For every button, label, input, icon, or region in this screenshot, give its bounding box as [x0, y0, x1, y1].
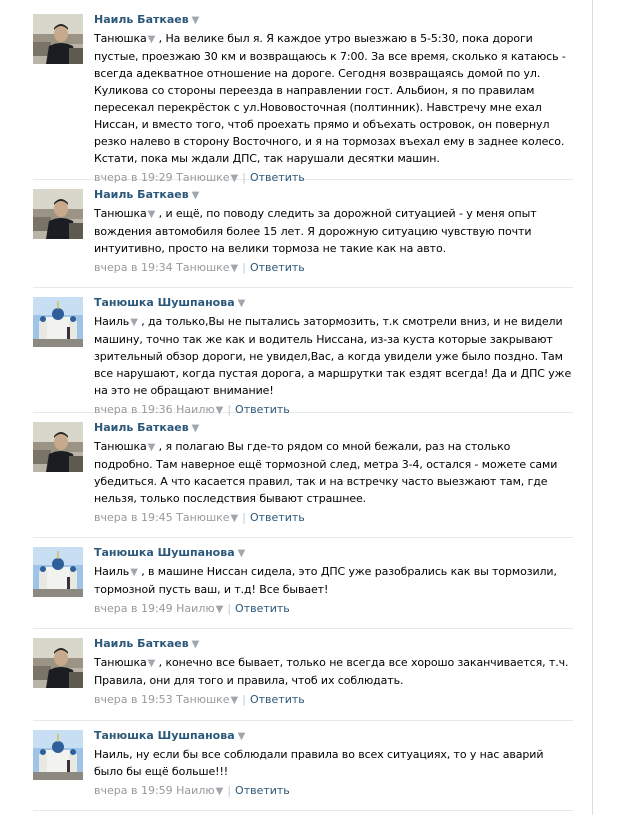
timestamp[interactable]: вчера в 19:53	[94, 693, 173, 706]
author-row	[94, 547, 572, 563]
reply-to-name[interactable]: Танюшке	[176, 511, 230, 524]
comment-body	[94, 547, 572, 617]
separator: |	[242, 171, 246, 184]
author-menu-icon[interactable]: ▼	[191, 639, 200, 650]
comment-text	[94, 563, 572, 598]
reply-link[interactable]: Ответить	[249, 693, 305, 706]
comment	[33, 638, 573, 721]
message-text: , конечно все бывает, только не всегда все хорошо заканчивается, т.ч. Правила, они для того и правила, чтоб их соблюдать.	[94, 656, 569, 687]
author-menu-icon[interactable]: ▼	[237, 731, 246, 742]
author-name[interactable]: Наиль Баткаев	[94, 13, 189, 26]
comment	[33, 13, 573, 184]
comment	[33, 730, 573, 811]
reply-to-menu-icon[interactable]: ▼	[230, 173, 239, 184]
comment-body	[94, 297, 572, 418]
reply-to-menu-icon[interactable]: ▼	[215, 604, 224, 615]
comment-meta	[94, 602, 572, 617]
author-menu-icon[interactable]: ▼	[237, 298, 246, 309]
timestamp[interactable]: вчера в 19:45	[94, 511, 173, 524]
reply-to-name[interactable]: Танюшке	[176, 171, 230, 184]
comment-meta	[94, 261, 572, 276]
author-menu-icon[interactable]: ▼	[191, 190, 200, 201]
addressee-name[interactable]: Танюшка	[94, 32, 147, 45]
comment	[33, 296, 573, 416]
avatar[interactable]	[33, 547, 83, 597]
message-text: , да только,Вы не пытались затормозить, т.к смотрели вниз, и не видели машину, точно так же как и водитель Ниссана, из-за куста которые закрывают зрительный обзор дороги, не увидел,Вас, а когда увидели уже было поздно. Там все нарушают, когда пустая дорога, а маршрутки так ездят всегда! Да и ДПС уже на это не обращают внимание!	[94, 315, 572, 397]
comment-body	[94, 422, 572, 526]
reply-link[interactable]: Ответить	[249, 261, 305, 274]
comment-meta	[94, 693, 572, 708]
author-name[interactable]: Наиль Баткаев	[94, 188, 189, 201]
addressee-mention[interactable]	[94, 32, 155, 45]
comment-text	[94, 30, 572, 167]
timestamp[interactable]: вчера в 19:36	[94, 403, 173, 416]
addressee-mention[interactable]	[94, 207, 155, 220]
reply-link[interactable]: Ответить	[235, 784, 290, 797]
reply-to-menu-icon[interactable]: ▼	[215, 786, 224, 797]
addressee-menu-icon[interactable]: ▼	[147, 209, 156, 220]
separator: |	[242, 511, 246, 524]
author-row	[94, 730, 572, 746]
addressee-menu-icon[interactable]: ▼	[147, 442, 156, 453]
author-name[interactable]: Наиль Баткаев	[94, 637, 189, 650]
timestamp[interactable]: вчера в 19:59	[94, 784, 173, 797]
addressee-mention[interactable]	[94, 656, 155, 669]
timestamp[interactable]: вчера в 19:34	[94, 261, 173, 274]
author-menu-icon[interactable]: ▼	[191, 423, 200, 434]
separator: |	[227, 403, 232, 416]
comment-text	[94, 654, 572, 689]
timestamp[interactable]: вчера в 19:49	[94, 602, 173, 615]
addressee-mention[interactable]	[94, 565, 138, 578]
timestamp[interactable]: вчера в 19:29	[94, 171, 173, 184]
reply-link[interactable]: Ответить	[249, 171, 305, 184]
reply-to-name[interactable]: Наилю	[176, 403, 215, 416]
comment-meta	[94, 511, 572, 526]
addressee-menu-icon[interactable]: ▼	[147, 658, 156, 669]
addressee-name[interactable]: Танюшка	[94, 440, 147, 453]
addressee-name[interactable]: Танюшка	[94, 656, 147, 669]
reply-link[interactable]: Ответить	[235, 403, 290, 416]
reply-link[interactable]: Ответить	[235, 602, 290, 615]
addressee-name[interactable]: Танюшка	[94, 207, 147, 220]
comment	[33, 547, 573, 629]
author-row	[94, 297, 572, 313]
addressee-mention[interactable]	[94, 440, 155, 453]
avatar[interactable]	[33, 730, 83, 780]
addressee-menu-icon[interactable]: ▼	[147, 34, 156, 45]
author-row	[94, 422, 572, 438]
reply-to-menu-icon[interactable]: ▼	[230, 695, 239, 706]
comment	[33, 189, 573, 288]
separator: |	[242, 693, 246, 706]
addressee-mention[interactable]	[94, 315, 138, 328]
reply-to-name[interactable]: Танюшке	[176, 261, 230, 274]
addressee-name[interactable]: Наиль	[94, 315, 130, 328]
comment-meta	[94, 784, 572, 799]
comment-body	[94, 189, 572, 276]
page-right-border	[592, 0, 593, 815]
avatar[interactable]	[33, 638, 83, 688]
comment-meta	[94, 403, 572, 418]
separator: |	[242, 261, 246, 274]
addressee-name[interactable]: Наиль	[94, 565, 130, 578]
message-text: , я полагаю Вы где-то рядом со мной бежали, раз на столько подробно. Там наверное ещё тормозной след, метра 3-4, остался - можете сами убедиться. А что касается правил, так и на встречку часто выезжают там, где нельзя, только последствия бывают страшнее.	[94, 440, 558, 505]
reply-to-name[interactable]: Наилю	[176, 602, 215, 615]
author-name[interactable]: Танюшка Шушпанова	[94, 546, 235, 559]
comment-text	[94, 313, 572, 399]
comment-body	[94, 638, 572, 708]
message-text: , и ещё, по поводу следить за дорожной ситуацией - у меня опыт вождения автомобиля более 15 лет. Я дорожную ситуацию чувствую почти интуитивно, просто на велики тормоза не такие как на авто.	[94, 207, 537, 255]
comment-body	[94, 14, 572, 186]
comment-text	[94, 438, 572, 507]
author-menu-icon[interactable]: ▼	[191, 15, 200, 26]
separator: |	[227, 784, 232, 797]
comment	[33, 422, 573, 538]
author-name[interactable]: Танюшка Шушпанова	[94, 729, 235, 742]
author-row	[94, 14, 572, 30]
avatar[interactable]	[33, 14, 83, 64]
addressee-menu-icon[interactable]: ▼	[130, 567, 138, 578]
reply-to-name[interactable]: Танюшке	[176, 693, 230, 706]
author-menu-icon[interactable]: ▼	[237, 548, 246, 559]
avatar[interactable]	[33, 189, 83, 239]
separator: |	[227, 602, 232, 615]
avatar[interactable]	[33, 297, 83, 347]
reply-to-name[interactable]: Наилю	[176, 784, 215, 797]
author-name[interactable]: Наиль Баткаев	[94, 421, 189, 434]
reply-to-menu-icon[interactable]: ▼	[230, 263, 239, 274]
comment-text	[94, 205, 572, 257]
reply-link[interactable]: Ответить	[249, 511, 305, 524]
message-text: , На велике был я. Я каждое утро выезжаю в 5-5:30, пока дороги пустые, проезжаю 30 км и возвращаюсь к 7:00. За все время, сколько я катаюсь - всегда адекватное отношение на дороге. Сегодня возвращаясь домой по ул. Куликова со стороны переезда в направлении гост. Альбион, я по правилам пересекал перекрёсток с ул.Нововосточная (полтинник). Навстречу мне ехал Ниссан, и вместо того, чтоб проехать прямо и объехать островок, он повернул резко налево в сторону Восточного, и я на тормозах въехал ему в заднее колесо. Кстати, пока мы ждали ДПС, так нарушали десятки машин.	[94, 32, 566, 165]
comment-meta	[94, 171, 572, 186]
author-row	[94, 189, 572, 205]
comment-text	[94, 746, 572, 780]
comment-body	[94, 730, 572, 799]
avatar[interactable]	[33, 422, 83, 472]
author-row	[94, 638, 572, 654]
message-text: Наиль, ну если бы все соблюдали правила во всех ситуациях, то у нас аварий было бы ещё больше!!!	[94, 748, 544, 778]
reply-to-menu-icon[interactable]: ▼	[215, 405, 224, 416]
reply-to-menu-icon[interactable]: ▼	[230, 513, 239, 524]
message-text: , в машине Ниссан сидела, это ДПС уже разобрались как вы тормозили, тормозной пусть ваш, и т.д! Все бывает!	[94, 565, 557, 596]
author-name[interactable]: Танюшка Шушпанова	[94, 296, 235, 309]
addressee-menu-icon[interactable]: ▼	[130, 317, 138, 328]
